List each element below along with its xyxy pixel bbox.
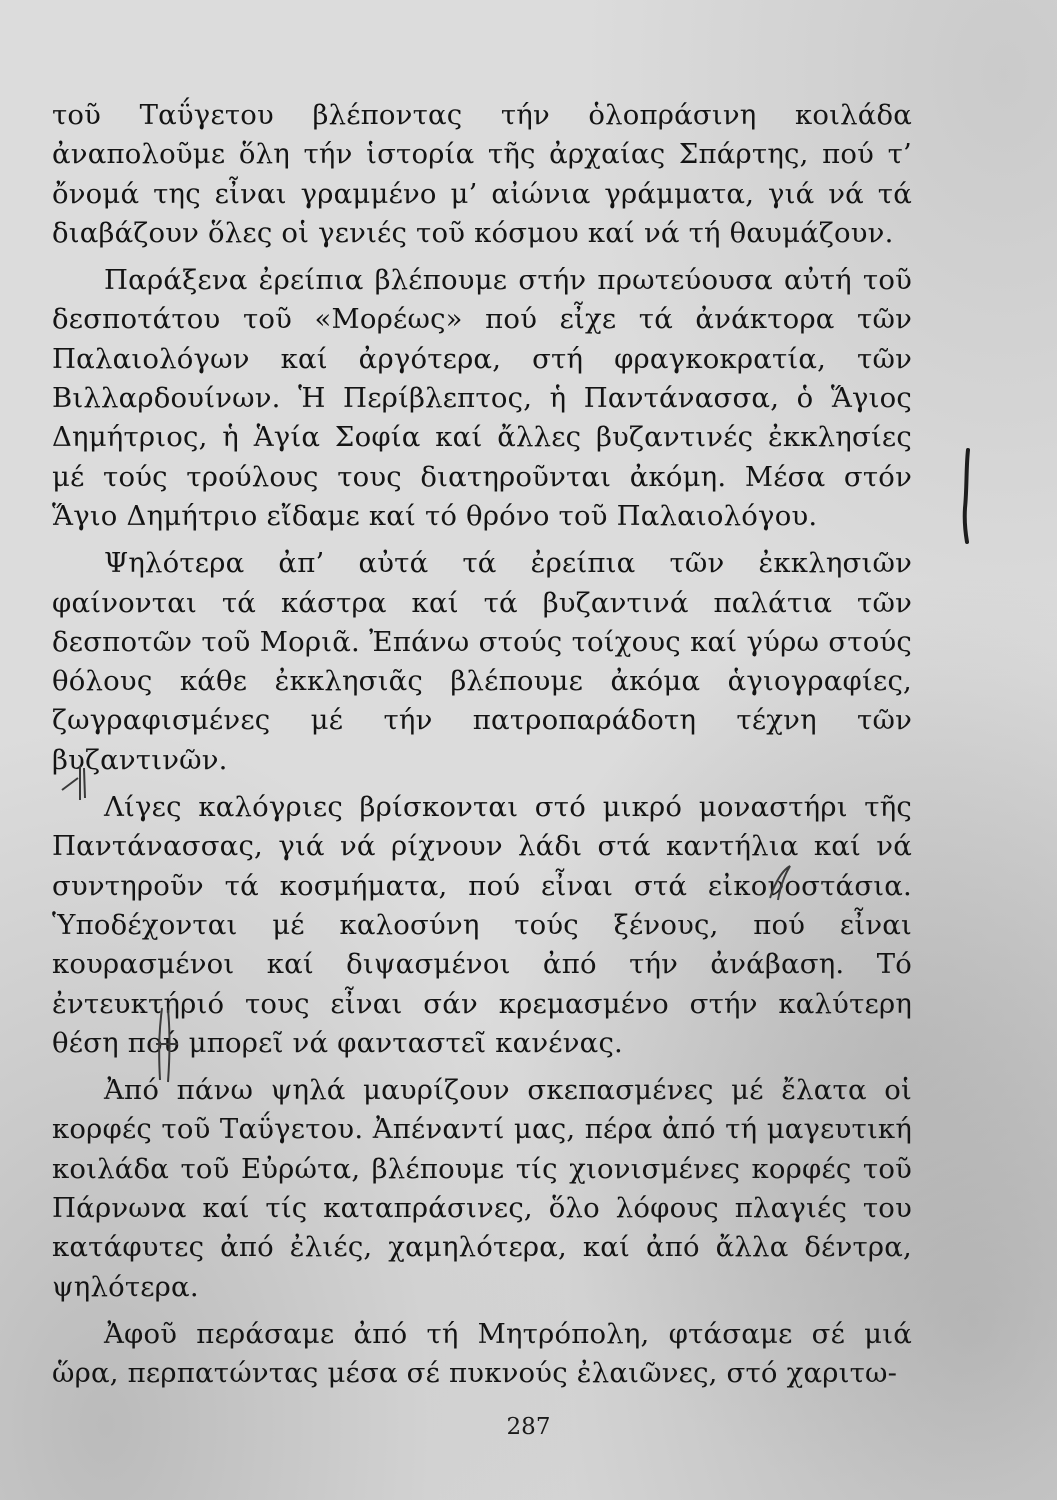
margin-line-mark: [958, 448, 976, 544]
paragraph: Παράξενα ἐρείπια βλέπουμε στήν πρωτεύουσα αὐτή τοῦ δεσποτάτου τοῦ «Μορέως» πού εἶχε τά ἀνάκτορα τῶν Παλαιολόγων καί ἀργότερα, στή φραγκοκρατία, τῶν Βιλλαρδουίνων. Ἡ Περίβλεπτος, ἡ Παντάνασσα, ὁ Ἅγιος Δημήτριος, ἡ Ἁγία Σοφία καί ἄλλες βυζαντινές ἐκκλησίες μέ τούς τρούλους τους διατηροῦνται ἀκόμη. Μέσα στόν Ἅγιο Δημήτριο εἴδαμε καί τό θρόνο τοῦ Παλαιολόγου.: [52, 264, 912, 532]
paragraph: Ψηλότερα ἀπ’ αὐτά τά ἐρείπια τῶν ἐκκλησιῶν φαίνονται τά κάστρα καί τά βυζαντινά παλάτια τῶν δεσποτῶν τοῦ Μοριᾶ. Ἐπάνω στούς τοίχους καί γύρω στούς θόλους κάθε ἐκκλησιᾶς βλέπουμε ἀκόμα ἁγιογραφίες, ζωγραφισμένες μέ τήν πατροπαράδοτη τέχνη τῶν βυζαντινῶν.: [52, 547, 912, 776]
paragraph: Λίγες καλόγριες βρίσκονται στό μικρό μοναστήρι τῆς Παντάνασσας, γιά νά ρίχνουν λάδι στά καντήλια καί νά συντηροῦν τά κοσμήματα, πού εἶναι στά εἰκονοστάσια. Ὑποδέχονται μέ καλοσύνη τούς ξένους, πού εἶναι κουρασμένοι καί διψασμένοι ἀπό τήν ἀνάβαση. Τό ἐντευκτήριό τους εἶναι σάν κρεμασμένο στήν καλύτερη θέση πού μπορεῖ νά φανταστεῖ κανένας.: [52, 791, 912, 1059]
paragraph: Ἀφοῦ περάσαμε ἀπό τή Μητρόπολη, φτάσαμε σέ μιά ὥρα, περπατώντας μέσα σέ πυκνούς ἐλαιῶνες, στό χαριτω-: [52, 1317, 912, 1390]
body-text: [52, 96, 912, 1402]
paragraph: τοῦ Ταΰγετου βλέποντας τήν ὁλοπράσινη κοιλάδα ἀναπολοῦμε ὅλη τήν ἱστορία τῆς ἀρχαίας Σπάρτης, πού τ’ ὄνομά της εἶναι γραμμένο μ’ αἰώνια γράμματα, γιά νά τά διαβάζουν ὅλες οἱ γενιές τοῦ κόσμου καί νά τή θαυμάζουν.: [52, 99, 912, 249]
page-number: 287: [506, 1414, 551, 1440]
paragraph: Ἀπό πάνω ψηλά μαυρίζουν σκεπασμένες μέ ἔλατα οἱ κορφές τοῦ Ταΰγετου. Ἀπέναντί μας, πέρα ἀπό τή μαγευτική κοιλάδα τοῦ Εὐρώτα, βλέπουμε τίς χιονισμένες κορφές τοῦ Πάρνωνα καί τίς καταπράσινες, ὅλο λόφους πλαγιές του κατάφυτες ἀπό ἐλιές, χαμηλότερα, καί ἀπό ἄλλα δέντρα, ψηλότερα.: [52, 1074, 912, 1303]
